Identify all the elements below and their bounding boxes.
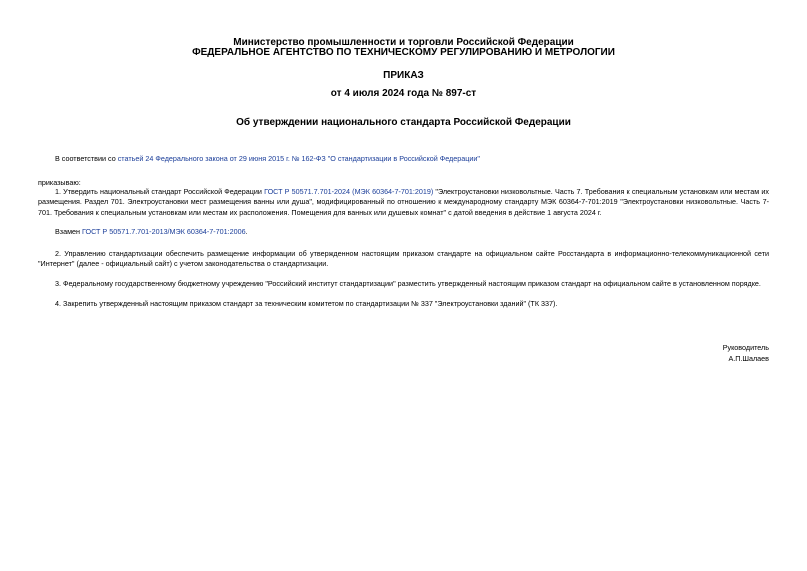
signature-title: Руководитель [722,343,769,352]
intro-paragraph [38,154,769,164]
ministry-heading: Министерство промышленности и торговли Российской Федерации [233,37,574,48]
gost-2013-link[interactable]: ГОСТ Р 50571.7.701-2013/МЭК 60364-7-701:2006 [82,227,246,236]
replaces-prefix: Взамен [55,227,82,236]
gost-2024-link[interactable]: ГОСТ Р 50571.7.701-2024 (МЭК 60364-7-701:2019) [264,187,434,196]
agency-heading: ФЕДЕРАЛЬНОЕ АГЕНТСТВО ПО ТЕХНИЧЕСКОМУ РЕГУЛИРОВАНИЮ И МЕТРОЛОГИИ [192,47,615,58]
item-3-paragraph: 3. Федеральному государственному бюджетному учреждению "Российский институт стандартизации" разместить утвержденный настоящим приказом стандарт на официальном сайте в установленном порядке. [55,279,761,288]
replaces-suffix: . [245,227,248,236]
item-4-paragraph: 4. Закрепить утвержденный настоящим приказом стандарт за техническим комитетом по стандартизации № 337 "Электроустановки зданий" (ТК 337). [55,299,558,308]
intro-prefix: В соответствии со [55,154,118,163]
item-2-paragraph: 2. Управлению стандартизации обеспечить размещение информации об утвержденном настоящим приказом стандарте на официальном сайте Росстандарта в информационно-телекоммуникационной сети "Интернет" (далее - официальный сайт) с учетом законодательства о стандартизации. [38,249,769,269]
document-date-number: от 4 июля 2024 года № 897-ст [330,88,477,99]
signature-name: А.П.Шалаев [728,354,769,363]
item-1-paragraph [38,187,769,218]
replaces-paragraph [38,227,769,237]
document-type: ПРИКАЗ [383,70,424,81]
federal-law-link[interactable]: статьей 24 Федерального закона от 29 июня 2015 г. № 162-ФЗ "О стандартизации в Российской Федерации" [117,154,480,163]
order-word: приказываю: [38,178,81,187]
document-subject: Об утверждении национального стандарта Российской Федерации [236,117,571,128]
item-1-text: "Электроустановки низковольтные. Часть 7. Требования к специальным установкам или местам их размещения. Раздел 701. Электроустановки мест размещения ванны или душа", модифицированный по отношению к международному стандарту МЭК 60364-7-701:2019 "Электроустановки низковольтные. Часть 7-701. Требования к специальным установкам или местам их расположения. Помещения для ванных или душевых комнат" с датой введения в действие 1 августа 2024 г. [38,187,769,217]
item-1-prefix: 1. Утвердить национальный стандарт Российской Федерации [55,187,265,196]
